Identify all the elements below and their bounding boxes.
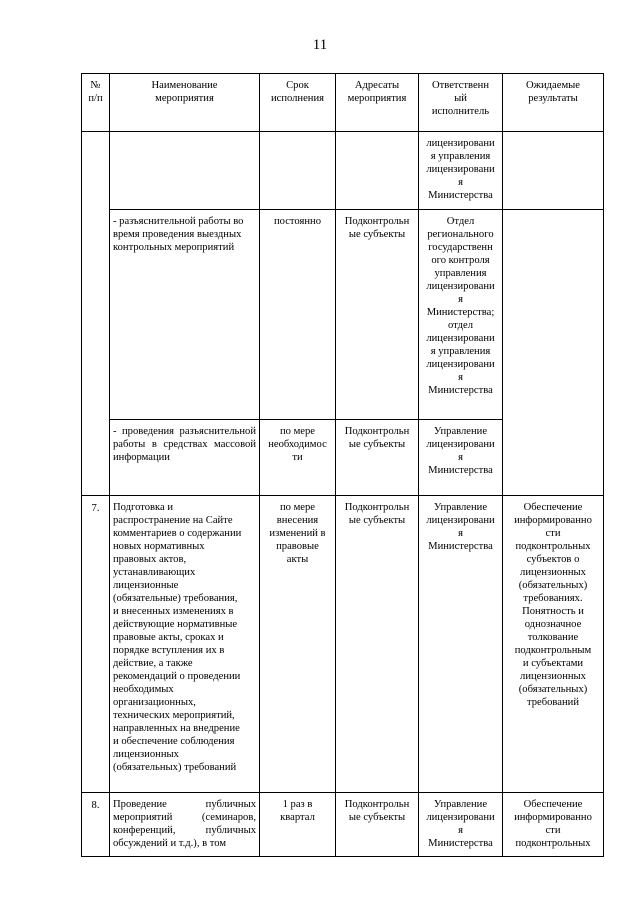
cell-num: 7.	[82, 496, 110, 793]
page-number: 11	[312, 37, 328, 53]
cell-num: 8.	[82, 793, 110, 857]
cell-responsible: Управление лицензировани я Министерства	[419, 496, 503, 793]
cell-responsible: лицензировани я управления лицензировани я Министерства	[419, 132, 503, 210]
cell-name	[110, 132, 260, 210]
cell-responsible: Отдел регионального государственн ого контроля управления лицензировани я Министерства; отдел лицензировани я управления лицензировани я Министерства	[419, 210, 503, 420]
events-table	[81, 73, 604, 857]
cell-name: - проведения разъяснительной работы в средствах массовой информации	[110, 420, 260, 496]
cell-num	[82, 132, 110, 496]
header-addressees: Адресаты мероприятия	[336, 74, 419, 132]
table-row	[82, 793, 604, 857]
cell-responsible: Управление лицензировани я Министерства	[419, 420, 503, 496]
cell-term: 1 раз в квартал	[260, 793, 336, 857]
table-row	[82, 496, 604, 793]
cell-addressees: Подконтрольн ые субъекты	[336, 210, 419, 420]
cell-term: по мере внесения изменений в правовые акты	[260, 496, 336, 793]
header-num: № п/п	[82, 74, 110, 132]
cell-results	[503, 132, 604, 210]
table-row	[82, 132, 604, 210]
cell-term: постоянно	[260, 210, 336, 420]
table-header-row	[82, 74, 604, 132]
cell-results: Обеспечение информированно сти подконтрольных	[503, 793, 604, 857]
cell-addressees: Подконтрольн ые субъекты	[336, 420, 419, 496]
cell-name: Подготовка и распространение на Сайте комментариев о содержании новых нормативных правовых актов, устанавливающих лицензионные (обязательные) требования, и внесенных изменениях в действующие нормативные правовые акты, сроках и порядке вступления их в действие, а также рекомендаций о проведении необходимых организационных, технических мероприятий, направленных на внедрение и обеспечение соблюдения лицензионных (обязательных) требований	[110, 496, 260, 793]
header-responsible: Ответственн ый исполнитель	[419, 74, 503, 132]
header-name: Наименование мероприятия	[110, 74, 260, 132]
cell-responsible: Управление лицензировани я Министерства	[419, 793, 503, 857]
cell-results: Обеспечение информированно сти подконтрольных субъектов о лицензионных (обязательных) требованиях. Понятность и однозначное толкование подконтрольным и субъектами лицензионных (обязательных) требований	[503, 496, 604, 793]
cell-name: Проведение публичных мероприятий (семинаров, конференций, публичных обсуждений и т.д.), в том	[110, 793, 260, 857]
table-row	[82, 210, 604, 420]
header-results: Ожидаемые результаты	[503, 74, 604, 132]
cell-name: - разъяснительной работы во время проведения выездных контрольных мероприятий	[110, 210, 260, 420]
cell-addressees	[336, 132, 419, 210]
cell-term: по мере необходимос ти	[260, 420, 336, 496]
cell-term	[260, 132, 336, 210]
header-term: Срок исполнения	[260, 74, 336, 132]
cell-addressees: Подконтрольн ые субъекты	[336, 496, 419, 793]
cell-results	[503, 210, 604, 496]
cell-addressees: Подконтрольн ые субъекты	[336, 793, 419, 857]
